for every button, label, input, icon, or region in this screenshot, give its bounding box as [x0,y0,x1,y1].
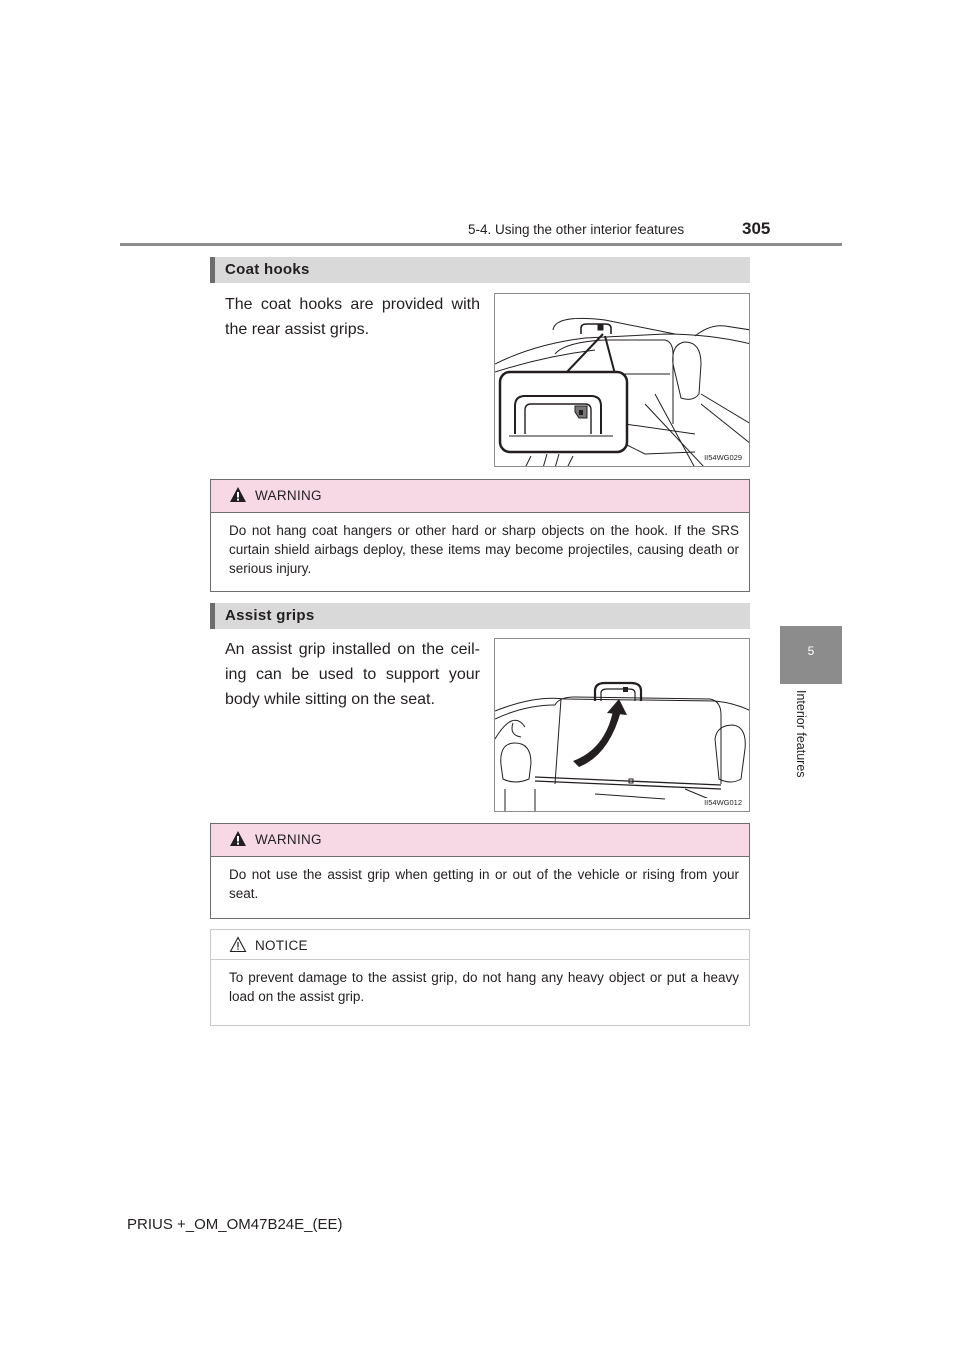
running-header-section: 5-4. Using the other interior features [468,222,685,237]
warning-text: Do not hang coat hangers or other hard or sharp objects on the hook. If the SRS curtain shield airbags deploy, these items may become projectiles, causing death or serious injury. [229,523,739,576]
section-heading-coat-hooks [210,257,750,283]
chapter-tab-label: Interior features [794,690,808,778]
figure-code: II54WG012 [704,798,742,807]
notice-label: NOTICE [255,938,308,953]
section-heading-assist-grips [210,603,750,629]
section-title: Assist grips [225,607,315,624]
warning-label: WARNING [255,832,322,847]
warning-header [211,480,749,513]
warning-box-assist-grips [210,823,750,919]
chapter-tab-label-wrap [794,690,810,800]
warning-header [211,824,749,857]
assist-grips-description: An assist grip installed on the ceil-ing can be used to support your body while sitting on the seat. [225,641,480,708]
chapter-tab [780,626,842,684]
document-code: PRIUS +_OM_OM47B24E_(EE) [127,1216,343,1233]
header-rule [120,243,842,246]
warning-triangle-icon [229,486,247,503]
coat-hook-drawing [495,294,750,467]
caution-triangle-icon [229,936,247,953]
coat-hook-illustration [494,293,750,467]
notice-text: To prevent damage to the assist grip, do not hang any heavy object or put a heavy load on the assist grip. [229,970,739,1004]
warning-triangle-icon [229,830,247,847]
section-title: Coat hooks [225,261,310,278]
page-number: 305 [742,219,771,238]
notice-box [210,929,750,1026]
warning-box-coat-hooks [210,479,750,592]
chapter-tab-number: 5 [807,644,815,658]
figure-code: II54WG029 [704,453,742,462]
coat-hooks-description: The coat hooks are provided with the rear assist grips. [225,296,480,338]
warning-text: Do not use the assist grip when getting in or out of the vehicle or rising from your seat. [229,867,739,901]
warning-label: WARNING [255,488,322,503]
assist-grip-drawing [495,639,750,812]
assist-grip-illustration [494,638,750,812]
notice-header [211,930,749,960]
